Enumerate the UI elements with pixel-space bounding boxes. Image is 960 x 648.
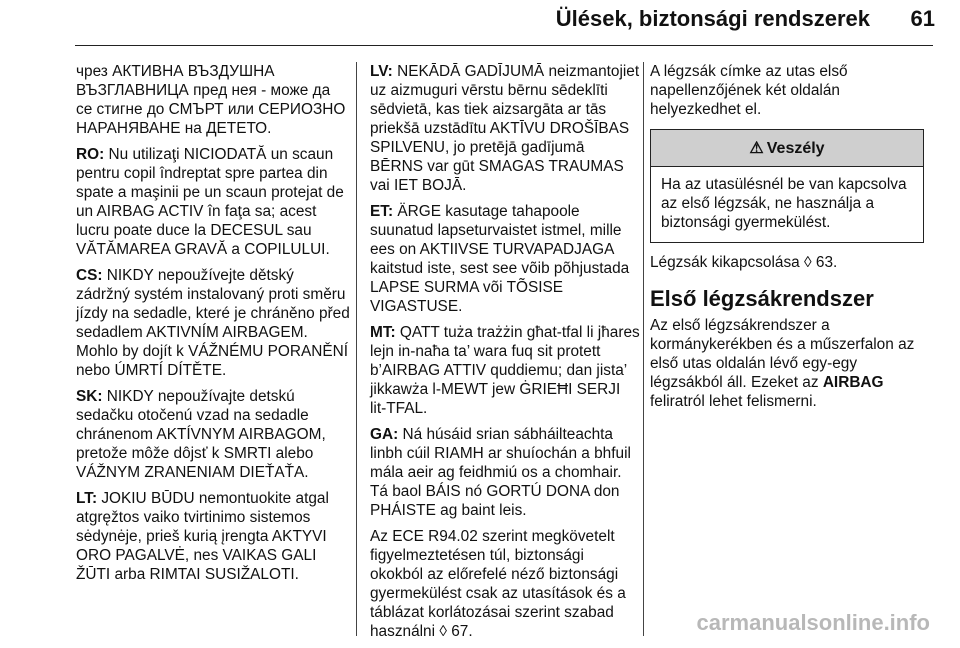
lv-warning xyxy=(370,62,640,195)
column-right xyxy=(650,62,930,418)
lang-code: LV: xyxy=(370,63,393,80)
page-ref-icon: ◊ xyxy=(804,254,812,271)
lang-code: RO: xyxy=(76,146,105,163)
section-paragraph xyxy=(650,316,930,411)
column-left xyxy=(76,62,350,591)
warning-text: JOKIU BŪDU nemontuokite atgal atgręžtos vaiko tvirtinimo sistemos sėdynėje, prieš kurią įrengta AKTYVI ORO PAGALVĖ, nes VAIKAS GALI ŽŪTI arba RIMTAI SUSIŽALOTI. xyxy=(76,490,329,583)
page-number: 61 xyxy=(910,6,935,31)
page-ref[interactable]: 63. xyxy=(811,254,838,271)
warning-text: ÄRGE kasutage tahapoole suunatud lapseturvaistet istmel, mille ees on AKTIIVSE TURVAPADJAGA kaitstud iste, sest see võib põhjustada LAPSE SURMA või TÕSISE VIGASTUSE. xyxy=(370,203,630,315)
page-ref[interactable]: 67. xyxy=(446,623,473,640)
watermark: carmanualsonline.info xyxy=(696,610,930,635)
warning-text: NIKDY nepoužívejte dětský zádržný systém instalovaný proti směru jízdy na sedadle, které je chráněno před sedadlem AKTIVNÍM AIRBAGEM. Mohlo by dojít k VÁŽNÉMU PORANĚNÍ nebo ÚMRTÍ DÍTĚTE. xyxy=(76,267,350,379)
bg-warning-text: чрез АКТИВНА ВЪЗДУШНА ВЪЗГЛАВНИЦА пред нея - може да се стигне до СМЪРТ или СЕРИОЗНО НАРАНЯВАНЕ на ДЕТЕТО. xyxy=(76,63,346,137)
section-text: Az első légzsákrendszer a kormánykerékben és a műszerfalon az első utas oldalán lévő egy-egy légzsákból áll. Ezeket az xyxy=(650,317,915,391)
lang-code: GA: xyxy=(370,426,399,443)
lang-code: SK: xyxy=(76,388,103,405)
airbag-label: AIRBAG xyxy=(822,374,884,391)
deactivation-text: Légzsák kikapcsolása xyxy=(650,254,800,271)
label-location-text: A légzsák címke az utas első napellenzőjének két oldalán helyezkedhet el. xyxy=(650,63,848,118)
column-middle xyxy=(370,62,640,648)
page-ref-icon: ◊ xyxy=(439,623,447,640)
column-divider xyxy=(356,62,357,636)
ga-warning xyxy=(370,425,640,520)
section-text-end: feliratról lehet felismerni. xyxy=(650,393,817,410)
mt-warning xyxy=(370,323,640,418)
warning-text: Ná húsáid srian sábháilteachta linbh cúil RIAMH ar shuíochán a bhfuil mála aeir ag feidhmiú os a chomhair. Tá baol BÁIS nó GORTÚ DONA don PHÁISTE ag baint leis. xyxy=(370,426,631,519)
warning-text: Nu utilizaţi NICIODATĂ un scaun pentru copil îndreptat spre partea din spate a maşinii pe un scaun protejat de un AIRBAG ACTIV în faţa sa; acest lucru poate duce la DECESUL sau VĂTĂMAREA GRAVĂ a COPILULUI. xyxy=(76,146,344,258)
lt-warning xyxy=(76,489,350,584)
et-warning xyxy=(370,202,640,316)
page-header-title: Ülések, biztonsági rendszerek xyxy=(555,6,870,31)
warning-text: NEKĀDĀ GADĪJUMĀ neizmantojiet uz aizmuguri vērstu bērnu sēdeklīti sēdvietā, kas tiek aizsargāta ar tās priekšā uzstādītu AKTĪVU DROŠĪBAS SPILVENU, jo pretējā gadījumā BĒRNS var gūt SMAGAS TRAUMAS vai IET BOJĀ. xyxy=(370,63,640,194)
ece-paragraph xyxy=(370,527,640,641)
lang-code: LT: xyxy=(76,490,98,507)
ece-text: Az ECE R94.02 szerint megkövetelt figyelmeztetésen túl, biztonsági okokból az előrefelé néző biztonsági gyermekülést csak az utasítások és a táblázat korlátozásai szerint szabad használni xyxy=(370,528,626,640)
danger-box-text: Ha az utasülésnél be van kapcsolva az első légzsák, ne használja a biztonsági gyermekülést. xyxy=(661,176,907,231)
danger-box xyxy=(650,129,924,243)
cs-warning xyxy=(76,266,350,380)
warning-text: QATT tuża trażżin għat-tfal li jħares lejn in-naħa ta’ wara fuq sit protett b’AIRBAG ATTIV quddiemu; dan jista’ jikkawża l-MEWT jew ĠRIEĦI SERJI lit-TFAL. xyxy=(370,324,640,417)
danger-box-title: Veszély xyxy=(766,139,825,157)
header-rule xyxy=(75,45,933,46)
warning-text: NIKDY nepoužívajte detskú sedačku otočenú vzad na sedadle chránenom AKTÍVNYM AIRBAGOM, pretože môže dôjsť k SMRTI alebo VÁŽNYM ZRANENIAM DIEŤAŤA. xyxy=(76,388,326,481)
lang-code: MT: xyxy=(370,324,396,341)
warning-triangle-icon: ⚠ xyxy=(749,139,764,157)
column-divider xyxy=(643,62,644,636)
ro-warning xyxy=(76,145,350,259)
section-title: Első légzsákrendszer xyxy=(650,286,874,311)
lang-code: CS: xyxy=(76,267,103,284)
lang-code: ET: xyxy=(370,203,394,220)
sk-warning xyxy=(76,387,350,482)
danger-box-header xyxy=(651,130,923,167)
deactivation-ref-paragraph xyxy=(650,253,930,272)
